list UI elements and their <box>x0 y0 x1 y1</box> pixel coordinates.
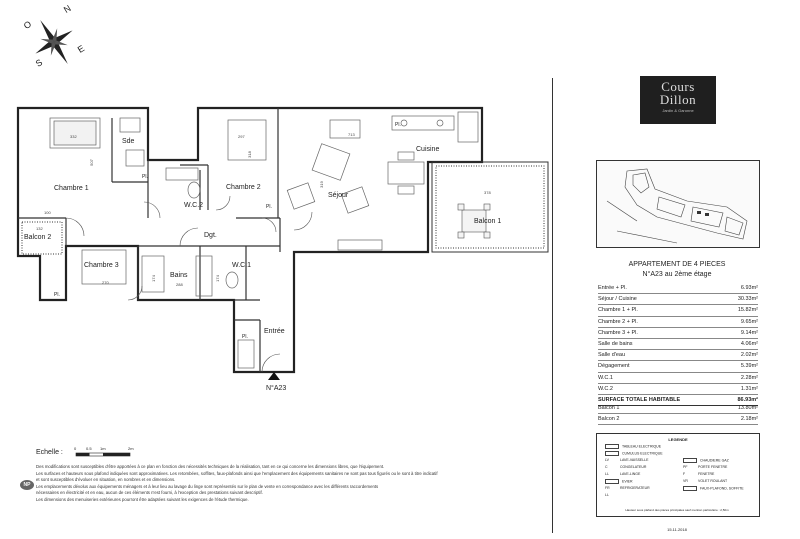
dimension-label: 174 <box>214 275 220 282</box>
plan-date: 15.11.2018 <box>667 527 687 532</box>
surface-row <box>598 384 758 395</box>
dimension-label: 318 <box>246 151 252 158</box>
dimension-label: 378 <box>484 190 491 195</box>
dimension-label: 507 <box>88 159 94 166</box>
surface-label: Séjour / Cuisine <box>598 296 637 303</box>
room-cuisine-label: Cuisine <box>416 146 440 153</box>
compass-s-label: S <box>33 57 45 69</box>
scale-tick-label: 2m <box>128 446 134 451</box>
legend-item: FR REFRIGERATEUR <box>605 486 650 490</box>
site-location-map <box>596 160 760 248</box>
surface-row <box>598 317 758 328</box>
surface-label: Salle d'eau <box>598 352 626 359</box>
surface-value: 4.06m² <box>740 340 758 347</box>
brand-logo-line1: Cours <box>661 79 695 94</box>
dimension-label: 332 <box>70 134 77 139</box>
dimension-label: 297 <box>238 134 245 139</box>
surface-label: Salle de bains <box>598 340 633 347</box>
surface-row <box>598 294 758 305</box>
surface-row <box>598 305 758 316</box>
scale-tick-label: 1m <box>100 446 106 451</box>
room-wc1-label: W.C.1 <box>232 262 252 269</box>
room-sde-label: Sde <box>122 138 135 145</box>
legend-item: C CONGELATEUR <box>605 465 647 469</box>
surface-value: 5.39m² <box>740 363 758 370</box>
apartment-number-label: N°A23 <box>266 385 287 392</box>
room-chambre-2-label: Chambre 2 <box>226 184 261 191</box>
site-plan-image <box>597 161 759 247</box>
surface-value: 30.33m² <box>737 296 758 303</box>
room-bains-label: Bains <box>170 272 188 279</box>
surface-value: 1.31m² <box>740 385 758 392</box>
legend-item: EVIER <box>605 479 633 484</box>
legend-item: CUMULUS ELECTRIQUE <box>605 451 663 456</box>
balcony-table <box>598 403 758 425</box>
legend-item: PF PORTE FENETRE <box>683 465 728 469</box>
surface-value: 9.14m² <box>740 329 758 336</box>
disclaimer-line: Les dimensions des menuiseries extérieures pourront être adaptées suivant les exigences de l'étude thermique. <box>36 496 249 502</box>
disclaimer-line: Les emplacements dévolus aux équipements ménagers et à leur lieu au lavage du linge sont représentés sur le plan de vente en correspondance avec les différents raccordements <box>36 483 379 489</box>
balcony-row <box>598 414 758 425</box>
legend-item: F FENETRE <box>683 472 715 476</box>
surface-row <box>598 373 758 384</box>
placard-label: Pl. <box>395 122 401 128</box>
scale-tick-label: 0 <box>74 446 77 451</box>
disclaimer-line: nécessaires en électricité et en eau, aucun de ces éléments n'est fourni, à l'exception des prestations suivant descriptif. <box>36 490 263 496</box>
legend-item: FAUX-PLAFOND, SOFFITE <box>683 486 744 491</box>
surface-value: 6.93m² <box>740 285 758 291</box>
surface-row <box>598 361 758 372</box>
balcony-row <box>598 403 758 414</box>
ceiling-height-note: Hauteur sous plafond des pièces principales sauf mention particulière : 2,50m <box>625 508 729 512</box>
apartment-subtitle: N°A23 au 2ème étage <box>642 271 712 278</box>
surface-row <box>598 339 758 350</box>
placard-label: Pl. <box>242 334 248 340</box>
brand-logo-line2: Dillon <box>659 92 697 107</box>
room-wc2-label: W.C.2 <box>184 202 204 209</box>
brand-logo <box>640 76 716 124</box>
room-degagement-label: Dgt. <box>204 232 217 239</box>
dimension-label: 319 <box>318 181 324 188</box>
placard-label: Pl. <box>54 292 60 298</box>
disclaimer-text <box>36 464 546 504</box>
surface-value: 15.82m² <box>737 307 758 314</box>
balcony-value: 13.80m² <box>737 405 758 411</box>
dimension-label: 713 <box>348 132 355 137</box>
placard-label: Pl. <box>142 174 148 180</box>
surface-label: Chambre 1 + Pl. <box>598 307 638 314</box>
surface-row <box>598 283 758 294</box>
dimension-label: 132 <box>36 226 43 231</box>
room-sejour-label: Séjour <box>328 192 349 199</box>
surface-row <box>598 350 758 361</box>
disclaimer-line: Les surfaces et hauteurs sous plafond indiquées sont approximatives. Les retombées, soffites, faux-plafonds ainsi que l'emplacement des équipements sanitaires ne sont pas tous figurés ou le sont à titre indicatif <box>36 470 438 476</box>
surface-total-value: 86.93m² <box>737 396 758 403</box>
scale-label: Echelle : <box>36 449 63 456</box>
legend-item: VR VOLET ROULANT <box>683 479 728 483</box>
apartment-title: APPARTEMENT DE 4 PIECES <box>628 261 726 268</box>
apartment-heading <box>596 260 758 280</box>
balcony-label: Balcon 2 <box>598 416 620 422</box>
surface-row <box>598 328 758 339</box>
surface-label: Entrée + Pl. <box>598 285 627 291</box>
room-entree-label: Entrée <box>264 328 285 335</box>
disclaimer-line: Des modifications sont susceptibles d'être apportées à ce plan en fonction des nécessités techniques de la réalisation, tant en ce qui concerne les dimensions libres, que l'équipement. <box>36 464 385 469</box>
legend-item: CHAUDIERE GAZ <box>683 458 729 463</box>
surface-value: 2.28m² <box>740 374 758 381</box>
dimension-label: 288 <box>176 282 183 287</box>
scale-tick-label: 0.5 <box>86 446 92 451</box>
legend-box <box>596 433 760 517</box>
room-balcon-1-label: Balcon 1 <box>474 218 502 225</box>
room-chambre-3-label: Chambre 3 <box>84 262 119 269</box>
room-chambre-1-label: Chambre 1 <box>54 185 89 192</box>
compass-e-label: E <box>75 43 87 55</box>
surface-value: 2.02m² <box>740 352 758 359</box>
disclaimer-line: et sont susceptibles d'évoluer en situation, en nombres et en dimensions. <box>36 477 176 483</box>
dimension-label: 270 <box>102 280 109 285</box>
surface-table <box>598 283 758 406</box>
np-logo: NP <box>20 480 34 490</box>
surface-total-label: SURFACE TOTALE HABITABLE <box>598 396 681 403</box>
surface-label: Dégagement <box>598 363 630 370</box>
brand-logo-tagline: Jardin & Garonne <box>662 108 694 113</box>
compass-n-label: N <box>61 3 73 15</box>
surface-label: W.C.2 <box>598 385 613 392</box>
compass-o-label: O <box>21 18 34 32</box>
legend-code: LL <box>605 493 609 497</box>
panel-divider <box>552 78 553 533</box>
balcony-label: Balcon 1 <box>598 405 620 411</box>
surface-value: 9.65m² <box>740 318 758 325</box>
room-balcon-2-label: Balcon 2 <box>24 234 52 241</box>
placard-label: Pl. <box>266 204 272 210</box>
legend-item: LL LAVE-LINGE <box>605 472 641 476</box>
balcony-value: 2.18m² <box>740 416 758 422</box>
legend-title: LEGENDE <box>668 437 688 442</box>
dimension-label: 174 <box>150 275 156 282</box>
legend-item: TABLEAU ELECTRIQUE <box>605 444 661 449</box>
surface-label: Chambre 2 + Pl. <box>598 318 638 325</box>
surface-label: W.C.1 <box>598 374 613 381</box>
dimension-label: 100 <box>44 210 51 215</box>
surface-label: Chambre 3 + Pl. <box>598 329 638 336</box>
legend-item: LV LAVE-VAISSELLE <box>605 458 649 462</box>
